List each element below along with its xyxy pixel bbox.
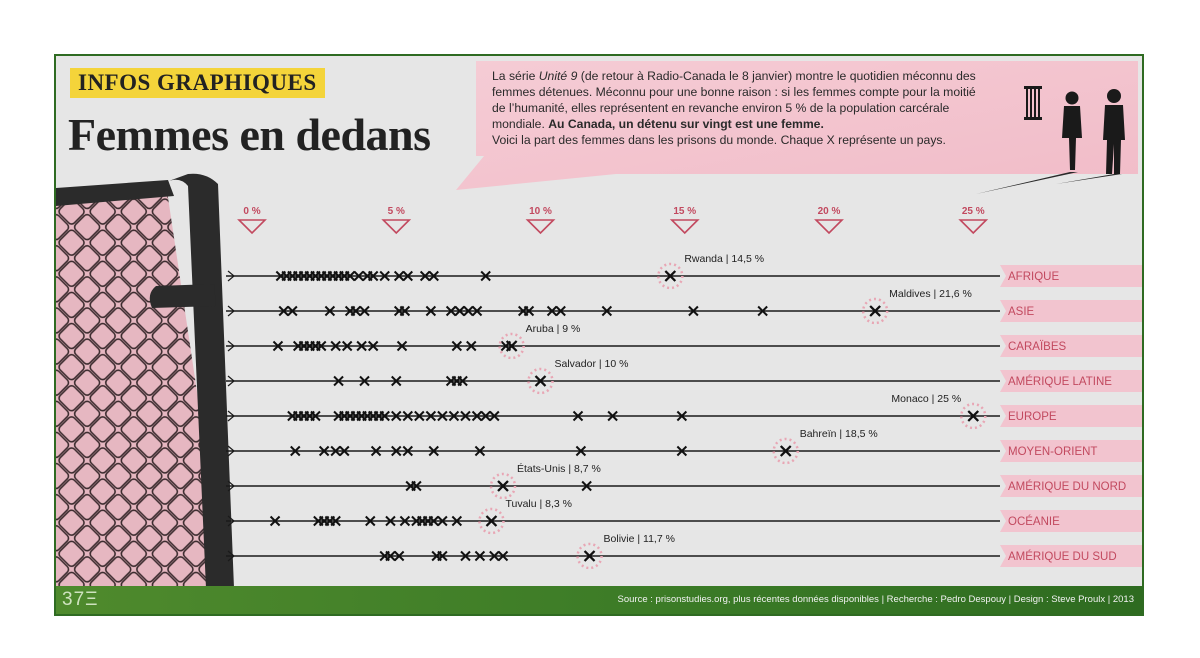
highlight-label: Tuvalu | 8,3 % — [505, 498, 573, 510]
highlight-label: Bolivie | 11,7 % — [603, 533, 675, 545]
region-row — [226, 253, 1142, 288]
region-label: ASIE — [1008, 306, 1035, 318]
highlight-label: Aruba | 9 % — [525, 323, 581, 335]
region-row — [226, 323, 1142, 358]
source-credits: Source : prisonstudies.org, plus récentes données disponibles | Recherche : Pedro Despouy | Design : Steve Proulx | 2013 — [617, 594, 1134, 605]
intro-body: (de retour à Radio-Canada le 8 janvier) montre le quotidien méconnu des femmes détenues. Méconnu pour une bonne raison : si les femmes compte pour la moitié de l’humanité, elles représentent en revanche environ 5 % de la population carcérale mondiale. — [492, 69, 976, 131]
region-label: AMÉRIQUE DU NORD — [1008, 481, 1127, 493]
region-row — [226, 498, 1142, 533]
region-label: CARAÏBES — [1008, 341, 1067, 353]
region-label: EUROPE — [1008, 411, 1057, 423]
highlight-label: Monaco | 25 % — [891, 393, 962, 405]
highlight-label: Rwanda | 14,5 % — [684, 253, 765, 265]
region-label: AFRIQUE — [1008, 271, 1060, 283]
x-tick-label: 25 % — [961, 206, 985, 217]
intro-show-title: Unité 9 — [538, 69, 578, 83]
region-label: AMÉRIQUE LATINE — [1008, 376, 1112, 388]
intro-instructions: Voici la part des femmes dans les prisons du monde. Chaque X représente un pays. — [492, 133, 946, 147]
region-row — [226, 288, 1142, 323]
region-label: MOYEN-ORIENT — [1008, 446, 1098, 458]
region-row — [226, 462, 1142, 498]
intro-highlight: Au Canada, un détenu sur vingt est une femme. — [548, 117, 824, 131]
highlight-label: Maldives | 21,6 % — [889, 288, 972, 300]
region-row — [226, 428, 1142, 463]
region-row — [226, 393, 1142, 428]
x-tick-marker — [816, 220, 842, 233]
highlight-label: Salvador | 10 % — [554, 358, 629, 370]
fence-illustration — [56, 174, 234, 588]
intro-prefix: La série — [492, 69, 539, 83]
x-tick-marker — [672, 220, 698, 233]
section-tag: INFOS GRAPHIQUES — [70, 68, 325, 98]
region-label: OCÉANIE — [1008, 516, 1060, 528]
region-row — [226, 358, 1142, 393]
x-tick-label: 10 % — [529, 206, 552, 217]
x-tick-marker — [239, 220, 265, 233]
highlight-label: Bahreïn | 18,5 % — [799, 428, 878, 440]
x-tick-marker — [383, 220, 409, 233]
highlight-label: États-Unis | 8,7 % — [516, 463, 601, 475]
page-title: Femmes en dedans — [68, 109, 431, 160]
footer-bar — [56, 586, 1142, 614]
x-tick-label: 0 % — [243, 206, 261, 217]
region-row — [226, 533, 1142, 568]
x-tick-marker — [528, 220, 554, 233]
infographic-frame — [54, 54, 1144, 616]
x-tick-label: 5 % — [387, 206, 405, 217]
x-tick-marker — [960, 220, 986, 233]
region-label: AMÉRIQUE DU SUD — [1008, 551, 1117, 563]
x-tick-label: 20 % — [817, 206, 841, 217]
intro-text — [492, 68, 990, 148]
x-tick-label: 15 % — [673, 206, 697, 217]
logo: 37Ξ — [62, 589, 99, 610]
